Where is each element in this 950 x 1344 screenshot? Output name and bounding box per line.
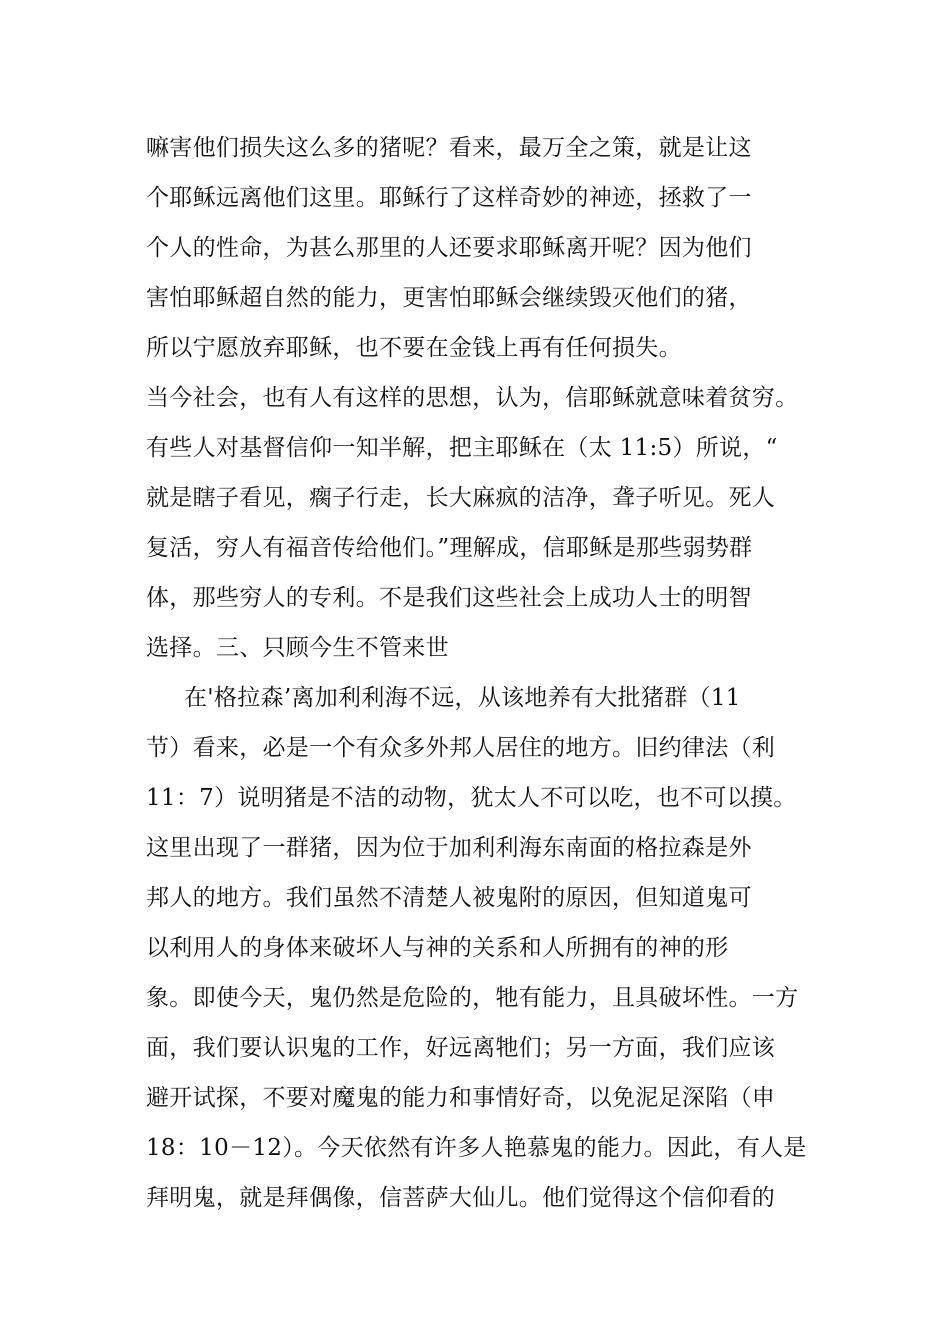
text-line: 个人的性命，为甚么那里的人还要求耶稣离开呢？因为他们 (146, 235, 752, 261)
text-line: 象。即使今天，鬼仍然是危险的，牠有能力，且具破坏性。一方 (146, 985, 799, 1011)
section-heading-line: 选择。三、只顾今生不管来世 (146, 635, 449, 661)
text-line: 节）看来，必是一个有众多外邦人居住的地方。旧约律法（利 (146, 735, 776, 761)
text-line: 以利用人的身体来破坏人与神的关系和人所拥有的神的形 (146, 935, 729, 961)
text-line: 18：10－12）。今天依然有许多人艳慕鬼的能力。因此，有人是 (146, 1135, 807, 1161)
paragraph-first-line: 在'格拉森’离加利利海不远，从该地养有大批猪群（11 (184, 685, 741, 711)
text-line: 体，那些穷人的专利。不是我们这些社会上成功人士的明智 (146, 585, 752, 611)
text-line: 拜明鬼，就是拜偶像，信菩萨大仙儿。他们觉得这个信仰看的 (146, 1185, 776, 1211)
text-line: 复活，穷人有福音传给他们。”理解成，信耶稣是那些弱势群 (146, 535, 753, 561)
text-line: 避开试探，不要对魔鬼的能力和事情好奇，以免泥足深陷（申 (146, 1085, 776, 1111)
text-line: 邦人的地方。我们虽然不清楚人被鬼附的原因，但知道鬼可 (146, 885, 752, 911)
text-line: 面，我们要认识鬼的工作，好远离牠们；另一方面，我们应该 (146, 1035, 776, 1061)
text-line: 当今社会，也有人有这样的思想，认为，信耶稣就意味着贫穷。 (146, 385, 799, 411)
text-line: 个耶稣远离他们这里。耶稣行了这样奇妙的神迹，拯救了一 (146, 185, 752, 211)
text-line: 所以宁愿放弃耶稣，也不要在金钱上再有任何损失。 (146, 335, 682, 361)
text-line: 有些人对基督信仰一知半解，把主耶稣在（太 11:5）所说，“ (146, 435, 778, 461)
text-line: 嘛害他们损失这么多的猪呢？看来，最万全之策，就是让这 (146, 135, 752, 161)
text-line: 就是瞎子看见，瘸子行走，长大麻疯的洁净，聋子听见。死人 (146, 485, 776, 511)
text-line: 这里出现了一群猪，因为位于加利利海东南面的格拉森是外 (146, 835, 752, 861)
text-line: 害怕耶稣超自然的能力，更害怕耶稣会继续毁灭他们的猪， (146, 285, 752, 311)
text-line: 11：7）说明猪是不洁的动物，犹太人不可以吃，也不可以摸。 (146, 785, 797, 811)
